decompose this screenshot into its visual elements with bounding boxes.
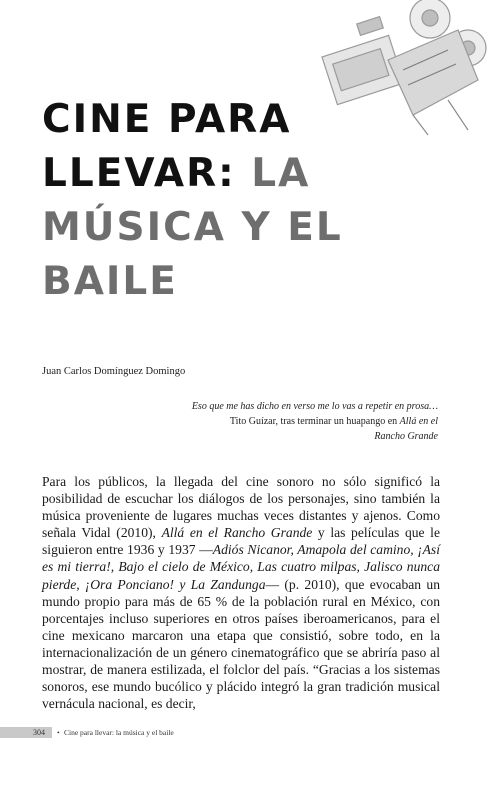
title-line-1: CINE PARA bbox=[42, 97, 292, 142]
title-line-3: MÚSICA Y EL bbox=[42, 205, 343, 250]
body-paragraph bbox=[42, 473, 440, 712]
epigraph-quote: Eso que me has dicho en verso me lo vas a repetir en prosa… bbox=[191, 401, 438, 412]
epigraph-attribution-prefix: Tito Guízar, tras terminar un huapango en bbox=[229, 416, 398, 427]
title-line-2a: LLEVAR: bbox=[42, 151, 236, 196]
body-italic-1: Allá en el Rancho Grande bbox=[161, 525, 313, 541]
film-projector-icon bbox=[318, 0, 488, 140]
page-number: 304 bbox=[33, 728, 45, 737]
title-line-2b: LA bbox=[251, 151, 311, 196]
epigraph-film-title-a: Allá en el bbox=[399, 416, 438, 427]
article-title bbox=[42, 93, 343, 309]
body-text-2: y las películas que le siguieron entre 1936 y 1937 — bbox=[42, 525, 440, 558]
running-title: Cine para llevar: la música y el baile bbox=[64, 728, 174, 737]
epigraph-film-title-b: Rancho Grande bbox=[374, 431, 438, 442]
body-text-1: Para los públicos, la llegada del cine sonoro no sólo significó la posibilidad de escuchar los diálogos de los personajes, sino también la música proveniente de lugares muchas veces distantes y ajenos. Como señala Vidal (2010), bbox=[42, 474, 440, 541]
author-name: Juan Carlos Domínguez Domingo bbox=[42, 366, 186, 377]
epigraph-attribution bbox=[138, 414, 438, 429]
title-line-4: BAILE bbox=[42, 259, 178, 304]
epigraph bbox=[138, 399, 438, 444]
body-italic-2: Adiós Nicanor, Amapola del camino, ¡Así es mi tierra!, Bajo el cielo de México, Las cuatro milpas, Jalisco nunca pierde, ¡Ora Ponciano! y La Zandunga bbox=[42, 542, 440, 592]
footer-bullet: • bbox=[57, 728, 60, 737]
page-footer bbox=[0, 727, 488, 738]
body-text-3: — (p. 2010), que evocaban un mundo propio para más de 65 % de la población rural en México, con porcentajes incluso superiores en otros países iberoamericanos, para el cine mexicano marcaron una etapa que consistió, sobre todo, en la internacionalización de un género cinematográfico que se abriría paso al mostrar, de manera estilizada, el folclor del país. “Gracias a los sistemas sonoros, ese mundo bucólico y plácido integró la gran tradición musical vernácula nacional, es decir, bbox=[42, 576, 440, 712]
